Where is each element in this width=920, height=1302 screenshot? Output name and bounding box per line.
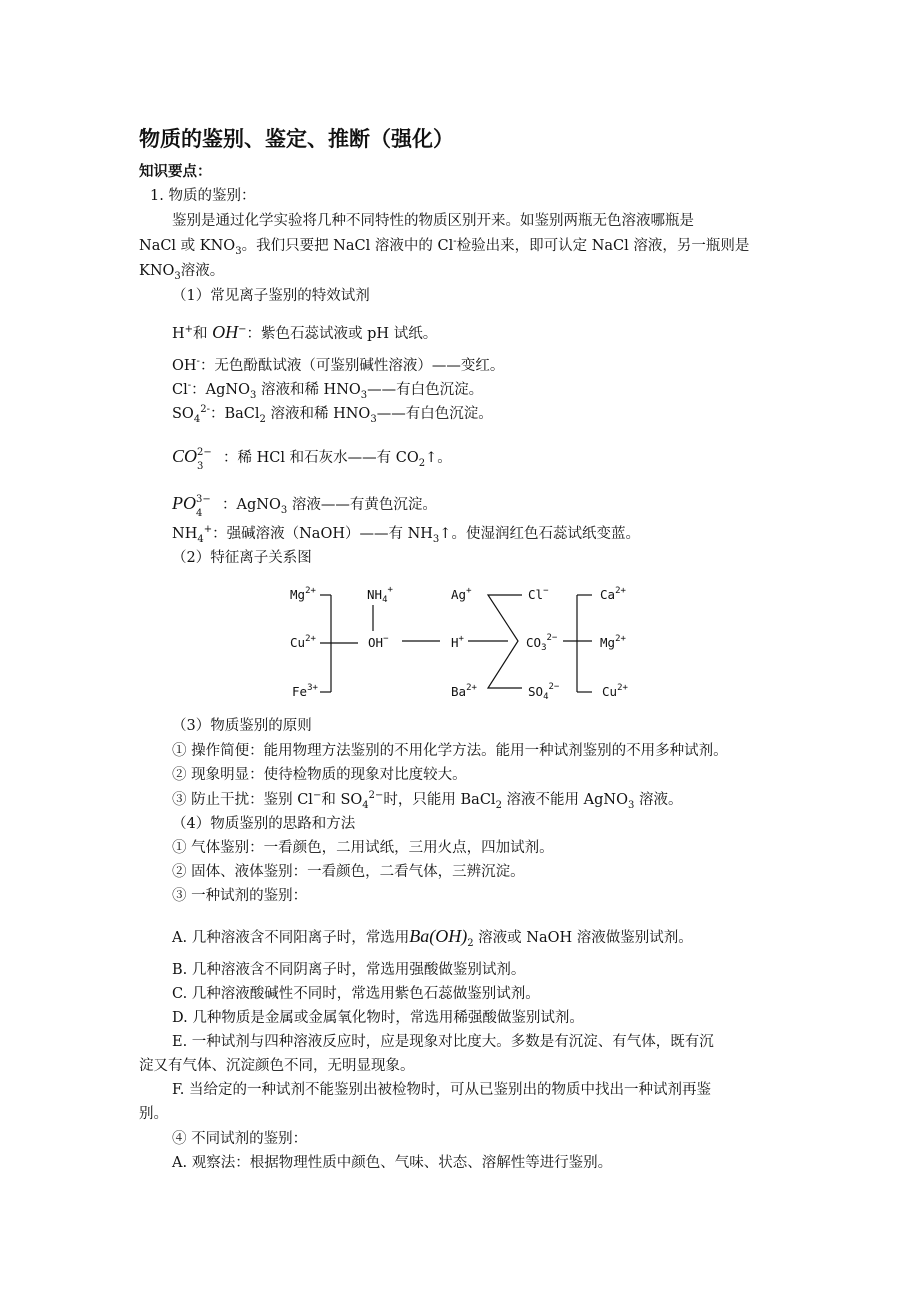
- ion-oh: OH-：无色酚酞试液（可鉴别碱性溶液）——变红。: [172, 356, 505, 374]
- label-nh4: $NH_4^+$: [367, 585, 393, 605]
- principle-2: ② 现象明显：使待检物质的现象对比度较大。: [172, 767, 467, 783]
- knowledge-heading: 知识要点：: [139, 164, 212, 180]
- ion-nh4: $NH_4^+$：强碱溶液（NaOH）——有 $NH_3↑$。使湿润红色石蕊试纸变蓝。: [172, 524, 640, 545]
- para1-line1: 鉴别是通过化学实验将几种不同特性的物质区别开来。如鉴别两瓶无色溶液哪瓶是: [172, 213, 694, 229]
- ion-relationship-diagram: [280, 575, 660, 710]
- ion-so4: $SO_4^{2-}$：BaCl$_2$ 溶液和稀 $HNO_3——$有白色沉淀。: [172, 404, 493, 425]
- label-cu-right: $Cu^{2+}$: [602, 683, 628, 699]
- method-3-b: B. 几种溶液含不同阴离子时，常选用强酸做鉴别试剂。: [172, 962, 526, 978]
- ion-cl: Cl-：AgNO$_3$ 溶液和稀 $HNO_3——$有白色沉淀。: [172, 380, 484, 401]
- label-mg-right: $Mg^{2+}$: [600, 634, 626, 650]
- method-3-a: A. 几种溶液含不同阳离子时，常选用$Ba(OH)_2$ 溶液或 NaOH 溶液做鉴别试剂。: [172, 926, 693, 949]
- method-3-f-line2: 别。: [139, 1106, 168, 1122]
- method-1: ① 气体鉴别：一看颜色，二用试纸，三用火点，四加试剂。: [172, 840, 554, 856]
- label-ca-right: $Ca^{2+}$: [600, 586, 626, 602]
- para1-line2: NaCl 或 $KNO_3$。我们只要把 NaCl 溶液中的 Cl-检验出来，即可认定 NaCl 溶液，另一瓶则是: [139, 236, 750, 257]
- ion-co3: CO 2− 3 ：稀 HCl 和石灰水——有 $CO_2↑$。: [172, 446, 452, 472]
- method-2: ② 固体、液体鉴别：一看颜色，二看气体，三辨沉淀。: [172, 864, 525, 880]
- method-3-e-line2: 淀又有气体、沉淀颜色不同，无明显现象。: [139, 1058, 415, 1074]
- ion-po4: PO 3− 4 ：AgNO$_3$ 溶液——有黄色沉淀。: [172, 493, 437, 519]
- method-4: ④ 不同试剂的鉴别：: [172, 1131, 308, 1147]
- label-so4: $SO_4^{2-}$: [528, 682, 560, 702]
- para1-line3: $KNO_3$溶液。: [139, 263, 225, 282]
- ion-h: H+和 OH−：紫色石蕊试液或 pH 试纸。: [172, 322, 438, 342]
- label-co3: $CO_3^{2-}$: [526, 633, 558, 653]
- method-3-c: C. 几种溶液酸碱性不同时，常选用紫色石蕊做鉴别试剂。: [172, 986, 540, 1002]
- label-mg: $Mg^{2+}$: [290, 586, 316, 602]
- label-oh: OH−: [368, 634, 389, 650]
- label-ag: Ag+: [451, 586, 472, 602]
- principle-1: ① 操作简便：能用物理方法鉴别的不用化学方法。能用一种试剂鉴别的不用多种试剂。: [172, 743, 728, 759]
- subsection-4: （4）物质鉴别的思路和方法: [172, 816, 356, 832]
- label-fe: $Fe^{3+}$: [292, 683, 318, 699]
- subsection-3: （3）物质鉴别的原则: [172, 718, 312, 734]
- label-ba: $Ba^{2+}$: [451, 683, 477, 699]
- method-4-a: A. 观察法：根据物理性质中颜色、气味、状态、溶解性等进行鉴别。: [172, 1155, 613, 1171]
- subsection-1: （1）常见离子鉴别的特效试剂: [172, 288, 370, 304]
- method-3-d: D. 几种物质是金属或金属氧化物时，常选用稀强酸做鉴别试剂。: [172, 1010, 584, 1026]
- label-cu: $Cu^{2+}$: [290, 634, 316, 650]
- page-title: 物质的鉴别、鉴定、推断（强化）: [139, 127, 454, 151]
- method-3: ③ 一种试剂的鉴别：: [172, 888, 308, 904]
- principle-3: ③ 防止干扰：鉴别 Cl−和 $SO_4^{2-}$时，只能用 BaCl$_2$ 溶液不能用 AgNO$_3$ 溶液。: [172, 790, 683, 811]
- subsection-2: （2）特征离子关系图: [172, 550, 312, 566]
- section-1-heading: 1. 物质的鉴别：: [150, 188, 256, 204]
- method-3-f-line1: F. 当给定的一种试剂不能鉴别出被检物时，可从已鉴别出的物质中找出一种试剂再鉴: [172, 1082, 712, 1098]
- label-h: H+: [451, 634, 464, 650]
- method-3-e-line1: E. 一种试剂与四种溶液反应时，应是现象对比度大。多数是有沉淀、有气体，既有沉: [172, 1034, 714, 1050]
- label-cl: Cl−: [528, 586, 549, 602]
